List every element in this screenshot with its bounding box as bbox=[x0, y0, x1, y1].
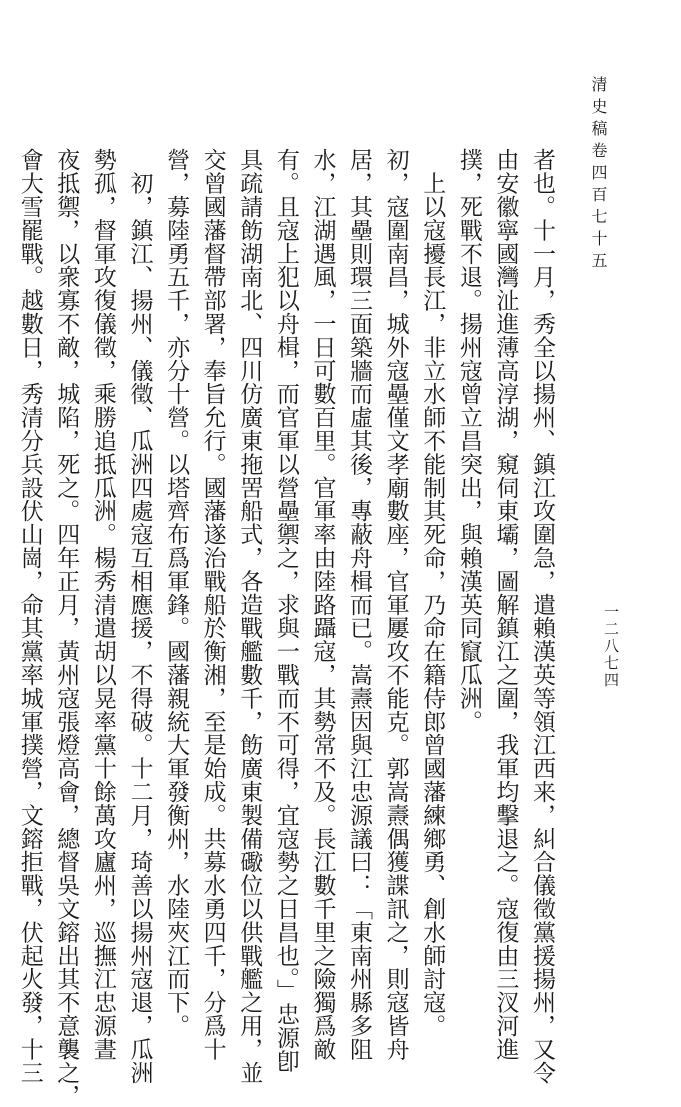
text-column: 居，其壘則環三面築牆而虛其後，專蔽舟楫而已。嵩燾因與江忠源議曰：「東南州縣多阻 bbox=[346, 148, 373, 1061]
text-column: 具疏請飭湖南北、四川仿廣東拖罟船式，各造戰艦數千，飭廣東製備礮位以供戰艦之用，並 bbox=[236, 148, 263, 1084]
text-column: 會大雪罷戰。越數日，秀清分兵設伏山崗，命其黨率城軍撲營，文鎔拒戰，伏起火發，十三 bbox=[16, 148, 43, 1084]
text-column: 水，江湖遇風，一日可數百里。官軍率由陸路躡寇，其勢常不及。長江數千里之險獨爲敵 bbox=[309, 148, 336, 1061]
text-column: 夜抵禦，以衆寡不敵，城陷，死之。四年正月，黃州寇張燈高會，總督吳文鎔出其不意襲之， bbox=[53, 148, 80, 1107]
text-column: 初，寇圍南昌，城外寇壘僅文孝廟數座，官軍屢攻不能克。郭嵩燾偶獲諜訊之，則寇皆舟 bbox=[382, 148, 409, 1061]
text-column: 交曾國藩督帶部署，奉旨允行。國藩遂治戰船於衡湘，至是始成。共募水勇四千，分爲十 bbox=[199, 148, 226, 1061]
text-column: 者也。十一月，秀全以揚州、鎮江攻圍急，遣賴漢英等領江西来，糾合儀徵黨援揚州，又令 bbox=[529, 148, 555, 1084]
text-column: 有。且寇上犯以舟楫，而官軍以營壘禦之，求與一戰而不可得，宜寇勢之日昌也。」忠源卽 bbox=[272, 148, 299, 1073]
text-column: 營，募陸勇五千，亦分十營。以塔齊布爲軍鋒。國藩親統大軍發衡州，水陸夾江而下。 bbox=[163, 148, 190, 1038]
text-column: 勢孤，督軍攻復儀徵，乘勝追抵瓜洲。楊秀清遣胡以晃率黨十餘萬攻廬州，巡撫江忠源晝 bbox=[89, 148, 116, 1061]
text-column: 初，鎮江、揚州、儀徵、瓜洲四處寇互相應援，不得破。十二月，琦善以揚州寇退，瓜洲 bbox=[126, 148, 153, 1084]
running-title: 清史稿卷四百七十五 bbox=[589, 76, 608, 274]
body-text bbox=[16, 148, 560, 1107]
text-column: 由安徽寧國灣沚進薄高淳湖，窺伺東壩，圖解鎮江之圍，我軍均擊退之。寇復由三汊河進 bbox=[492, 148, 519, 1061]
text-column: 撲，死戰不退。揚州寇曾立昌突出，與賴漢英同竄瓜洲。 bbox=[455, 148, 482, 733]
page-number: 一二八七四 bbox=[602, 604, 620, 689]
text-column: 上以寇擾長江，非立水師不能制其死命，乃命在籍侍郎曾國藩練鄉勇、創水師討寇。 bbox=[419, 148, 446, 1038]
